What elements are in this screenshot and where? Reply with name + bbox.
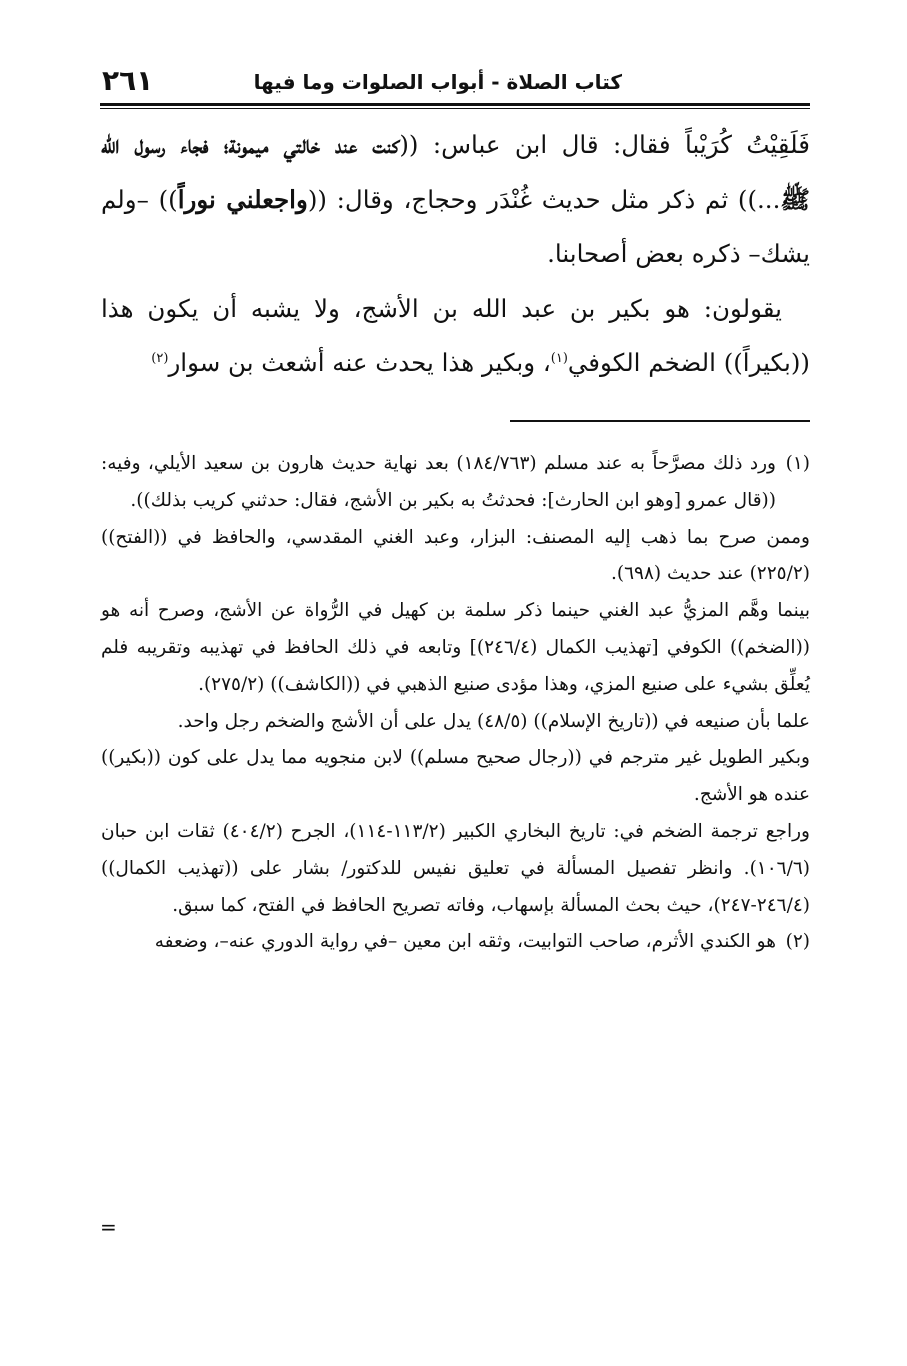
header-rule (100, 103, 810, 109)
footnote-1 (101, 446, 810, 520)
footnote-text: ورد ذلك مصرَّحاً به عند مسلم (١٨٤/٧٦٣) بعد نهاية حديث هارون بن سعيد الأيلي، وفيه: ((قال عمرو [وهو ابن الحارث]: فحدثتُ به بكير بن الأشج، فقال: حدثني كريب بذلك)). (101, 453, 776, 511)
footnote-2 (101, 924, 810, 961)
footnote-1-paragraph: وراجع ترجمة الضخم في: تاريخ البخاري الكبير (١١٣/٢-١١٤)، الجرح (٤٠٤/٢) ثقات ابن حبان (١٠٦/٦). وانظر تفصيل المسألة في تعليق نفيس للدكتور/ بشار على ((تهذيب الكمال)) (٢٤٦/٤-٢٤٧)، حيث بحث المسألة بإسهاب، وفاته تصريح الحافظ في الفتح، كما سبق. (101, 820, 810, 916)
footnote-1-paragraph: علما بأن صنيعه في ((تاريخ الإسلام)) (٤٨/٥) يدل على أن الأشج والضخم رجل واحد. (177, 710, 810, 732)
main-text-span: يقولون: هو بكير بن عبد الله بن الأشج، ولا يشبه أن يكون هذا ((بكيراً)) الضخم الكوفي (101, 293, 810, 377)
bold-quote: كنت عند خالتي ميمونة؛ فجاء رسول الله ﷺ (101, 130, 810, 214)
main-text (101, 118, 810, 391)
main-text-span: فَلَقِيْتُ كُرَيْباً فقال: قال ابن عباس: (( (399, 130, 810, 159)
footnote-1-paragraph: وبكير الطويل غير مترجم في ((رجال صحيح مسلم)) لابن منجويه مما يدل على كون ((بكير)) عنده هو الأشج. (101, 747, 810, 806)
main-text-span: )) –ولم يشك– ذكره بعض أصحابنا. (101, 184, 810, 268)
footnote-ref-2[interactable]: (٢) (151, 350, 169, 366)
footnote-marker: (١) (785, 453, 810, 474)
footnotes (101, 446, 810, 961)
running-title: كتاب الصلاة - أبواب الصلوات وما فيها (253, 70, 622, 94)
running-header (100, 66, 810, 102)
footnote-marker: (٢) (785, 931, 810, 953)
main-text-span: ، وبكير هذا يحدث عنه أشعث بن سوار (168, 348, 551, 377)
bold-quote: واجعلني نوراً (177, 184, 308, 214)
main-paragraph-2 (101, 282, 810, 391)
main-paragraph-1 (101, 118, 810, 282)
footnote-separator (510, 420, 810, 422)
main-text-span: ...)) ثم ذكر مثل حديث غُنْدَر وحجاج، وقال: (( (307, 184, 781, 214)
footnote-ref-1[interactable]: (١) (550, 350, 568, 366)
footnote-text: هو الكندي الأثرم، صاحب التوابيت، وثقه ابن معين –في رواية الدوري عنه–، وضعفه (154, 931, 776, 953)
page-number: ٢٦١ (102, 64, 154, 97)
footnote-1-paragraph: بينما وهَّم المزيُّ عبد الغني حينما ذكر سلمة بن كهيل في الرُّواة عن الأشج، وصرح أنه هو ((الضخم)) الكوفي [تهذيب الكمال (٢٤٦/٤)] وتابعه في ذلك الحافظ في تهذيبه وتقريبه فلم يُعلِّق بشيء على صنيع المزي، وهذا مؤدى صنيع الذهبي في ((الكاشف)) (٢٧٥/٢). (101, 600, 811, 695)
continuation-mark: = (100, 1215, 117, 1239)
footnote-1-paragraph: وممن صرح بما ذهب إليه المصنف: البزار، وعبد الغني المقدسي، والحافظ في ((الفتح)) (٢٢٥/٢) عند حديث (٦٩٨). (101, 526, 810, 585)
